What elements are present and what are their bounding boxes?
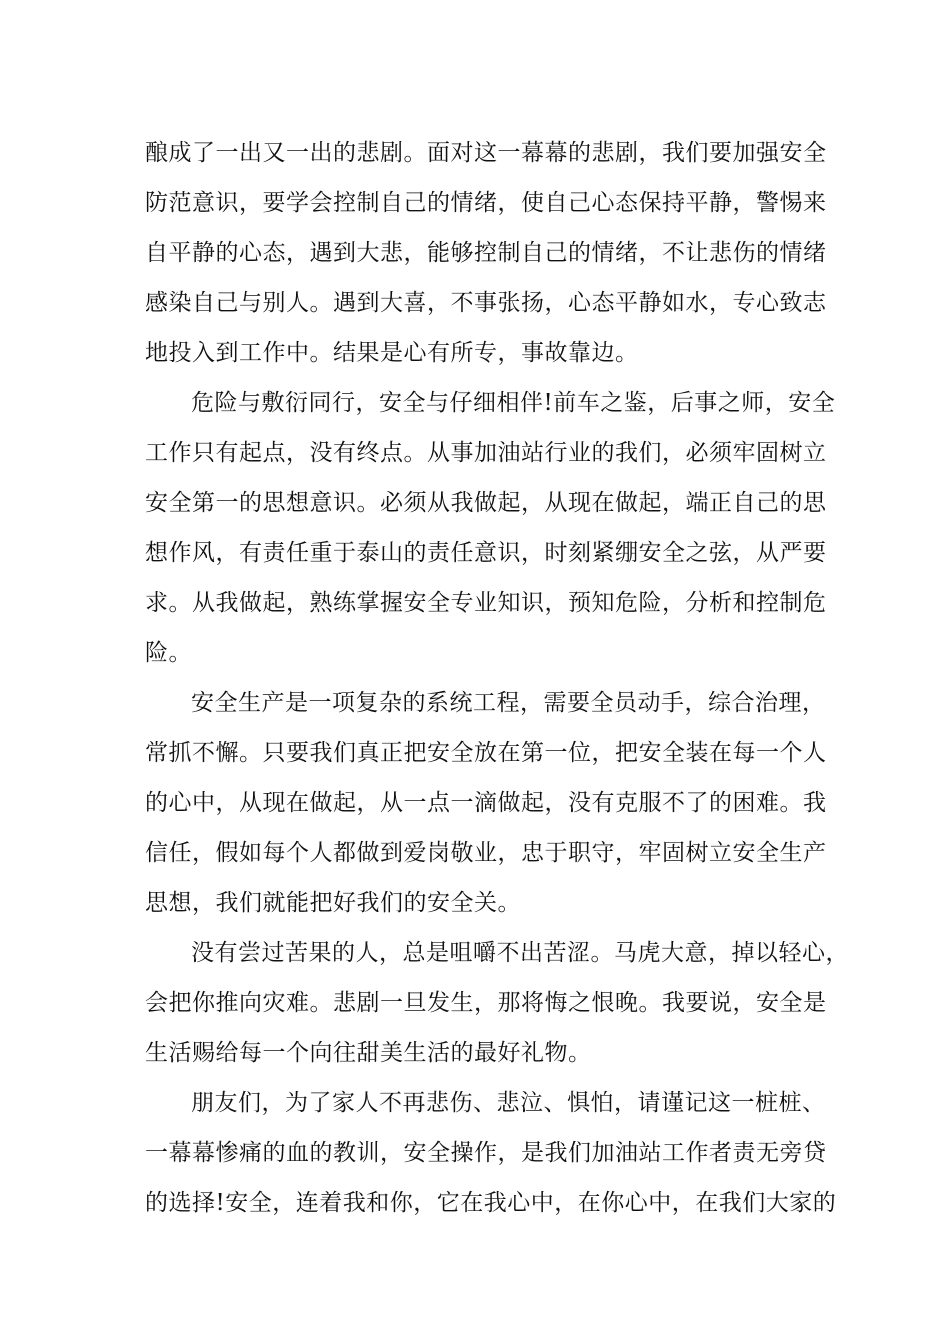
paragraph-first-line: 没有尝过苦果的人，总是咀嚼不出苦涩。马虎大意，掉以轻心， [191, 940, 849, 966]
paragraph-first-line: 朋友们，为了家人不再悲伤、悲泣、惧怕，请谨记这一桩桩、 [191, 1090, 826, 1116]
paragraph-first-line: 安全生产是一项复杂的系统工程，需要全员动手，综合治理， [191, 690, 826, 716]
text-line: 感染自己与别人。遇到大喜，不事张扬，心态平静如水，专心致志 [145, 290, 827, 316]
text-line: 安全第一的思想意识。必须从我做起，从现在做起，端正自己的思 [145, 490, 827, 516]
text-line: 的选择!安全，连着我和你，它在我心中，在你心中，在我们大家的 [145, 1190, 837, 1216]
document-body [145, 128, 849, 1228]
text-line: 险。 [145, 640, 192, 666]
text-line: 生活赐给每一个向往甜美生活的最好礼物。 [145, 1040, 592, 1066]
text-line: 想作风，有责任重于泰山的责任意识，时刻紧绷安全之弦，从严要 [145, 540, 827, 566]
text-line: 防范意识，要学会控制自己的情绪，使自己心态保持平静，警惕来 [145, 190, 827, 216]
text-line: 常抓不懈。只要我们真正把安全放在第一位，把安全装在每一个人 [145, 740, 827, 766]
text-line: 信任，假如每个人都做到爱岗敬业，忠于职守，牢固树立安全生产 [145, 840, 827, 866]
text-line: 思想，我们就能把好我们的安全关。 [145, 890, 521, 916]
text-line: 工作只有起点，没有终点。从事加油站行业的我们，必须牢固树立 [145, 440, 827, 466]
text-line: 自平静的心态，遇到大悲，能够控制自己的情绪，不让悲伤的情绪 [145, 240, 827, 266]
text-line: 的心中，从现在做起，从一点一滴做起，没有克服不了的困难。我 [145, 790, 827, 816]
text-line: 酿成了一出又一出的悲剧。面对这一幕幕的悲剧，我们要加强安全 [145, 140, 827, 166]
text-line: 一幕幕惨痛的血的教训，安全操作，是我们加油站工作者责无旁贷 [145, 1140, 827, 1166]
paragraph-first-line: 危险与敷衍同行，安全与仔细相伴!前车之鉴，后事之师，安全 [191, 390, 836, 416]
text-line: 地投入到工作中。结果是心有所专，事故靠边。 [145, 340, 639, 366]
text-line: 会把你推向灾难。悲剧一旦发生，那将悔之恨晚。我要说，安全是 [145, 990, 827, 1016]
text-line: 求。从我做起，熟练掌握安全专业知识，预知危险，分析和控制危 [145, 590, 827, 616]
